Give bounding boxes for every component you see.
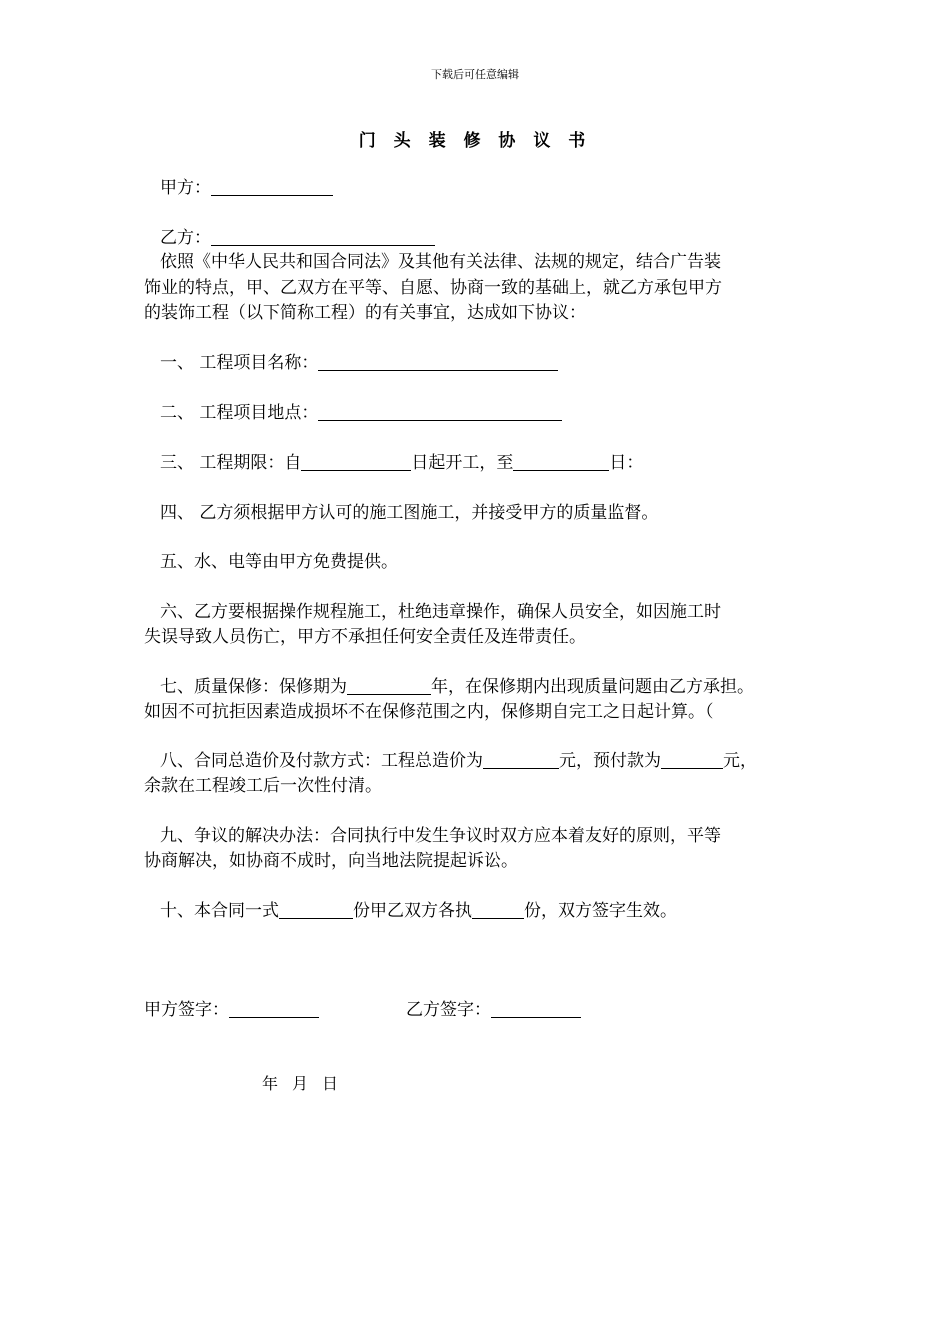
party-b-line [160, 226, 435, 251]
project-name-blank[interactable] [318, 352, 558, 371]
clause-6-line-1: 六、乙方要根据操作规程施工，杜绝违章操作，确保人员安全，如因施工时 [160, 602, 721, 622]
clause-10-prefix: 十、本合同一式 [160, 901, 279, 921]
clause-3-middle: 日起开工，至 [411, 453, 514, 473]
clause-9-line-1: 九、争议的解决办法：合同执行中发生争议时双方应本着友好的原则，平等 [160, 826, 721, 846]
party-a-signature-blank[interactable] [229, 999, 319, 1018]
copies-each-blank[interactable] [472, 900, 524, 919]
clause-9-line-2: 协商解决，如协商不成时，向当地法院提起诉讼。 [144, 851, 518, 871]
party-b-signature-label: 乙方签字： [406, 1000, 491, 1020]
clause-1-label: 一、 工程项目名称： [160, 353, 319, 373]
clause-7-suffix: 年，在保修期内出现质量问题由乙方承担。 [431, 677, 754, 697]
total-price-blank[interactable] [483, 750, 559, 769]
party-b-signature-blank[interactable] [491, 999, 581, 1018]
clause-10-suffix: 份，双方签字生效。 [524, 901, 677, 921]
intro-line-1: 依照《中华人民共和国合同法》及其他有关法律、法规的规定，结合广告装 [160, 252, 721, 272]
document-title: 门 头 装 修 协 议 书 [358, 131, 592, 151]
clause-2 [160, 401, 562, 426]
clause-3-prefix: 三、 工程期限：自 [160, 453, 302, 473]
clause-7-line-1 [160, 675, 754, 700]
signing-date [262, 1071, 352, 1096]
clause-5: 五、水、电等由甲方免费提供。 [160, 552, 398, 572]
project-location-blank[interactable] [318, 402, 562, 421]
clause-8-middle: 元，预付款为 [559, 751, 661, 771]
date-month: 月 [292, 1074, 309, 1093]
start-date-blank[interactable] [301, 452, 411, 471]
end-date-blank[interactable] [513, 452, 609, 471]
clause-7-prefix: 七、质量保修：保修期为 [160, 677, 347, 697]
copies-blank[interactable] [279, 900, 353, 919]
clause-10 [160, 899, 677, 924]
party-a-line [160, 176, 333, 201]
party-a-label: 甲方： [160, 178, 211, 198]
clause-1 [160, 351, 558, 376]
clause-7-line-2: 如因不可抗拒因素造成损坏不在保修范围之内，保修期自完工之日起计算。（ [144, 702, 714, 722]
clause-10-middle: 份甲乙双方各执 [353, 901, 472, 921]
clause-3-suffix: 日： [609, 453, 644, 473]
clause-8-line-2: 余款在工程竣工后一次性付清。 [144, 776, 382, 796]
clause-4: 四、 乙方须根据甲方认可的施工图施工，并接受甲方的质量监督。 [160, 503, 659, 523]
party-a-signature-label: 甲方签字： [144, 1000, 229, 1020]
clause-8-prefix: 八、合同总造价及付款方式：工程总造价为 [160, 751, 483, 771]
clause-8-suffix: 元， [723, 751, 757, 771]
clause-3 [160, 451, 643, 476]
party-b-signature [406, 998, 581, 1023]
intro-line-2: 饰业的特点，甲、乙双方在平等、自愿、协商一致的基础上，就乙方承包甲方 [144, 278, 722, 298]
warranty-years-blank[interactable] [347, 676, 431, 695]
header-note: 下载后可任意编辑 [431, 68, 519, 81]
party-b-blank[interactable] [211, 227, 435, 246]
prepayment-blank[interactable] [661, 750, 723, 769]
party-a-signature [144, 998, 319, 1023]
clause-8-line-1 [160, 749, 757, 774]
clause-6-line-2: 失误导致人员伤亡，甲方不承担任何安全责任及连带责任。 [144, 627, 586, 647]
clause-2-label: 二、 工程项目地点： [160, 403, 319, 423]
intro-line-3: 的装饰工程（以下简称工程）的有关事宜，达成如下协议： [144, 303, 586, 323]
party-a-blank[interactable] [211, 177, 333, 196]
date-year: 年 [262, 1074, 279, 1093]
date-day: 日 [322, 1074, 339, 1093]
party-b-label: 乙方： [160, 228, 211, 248]
